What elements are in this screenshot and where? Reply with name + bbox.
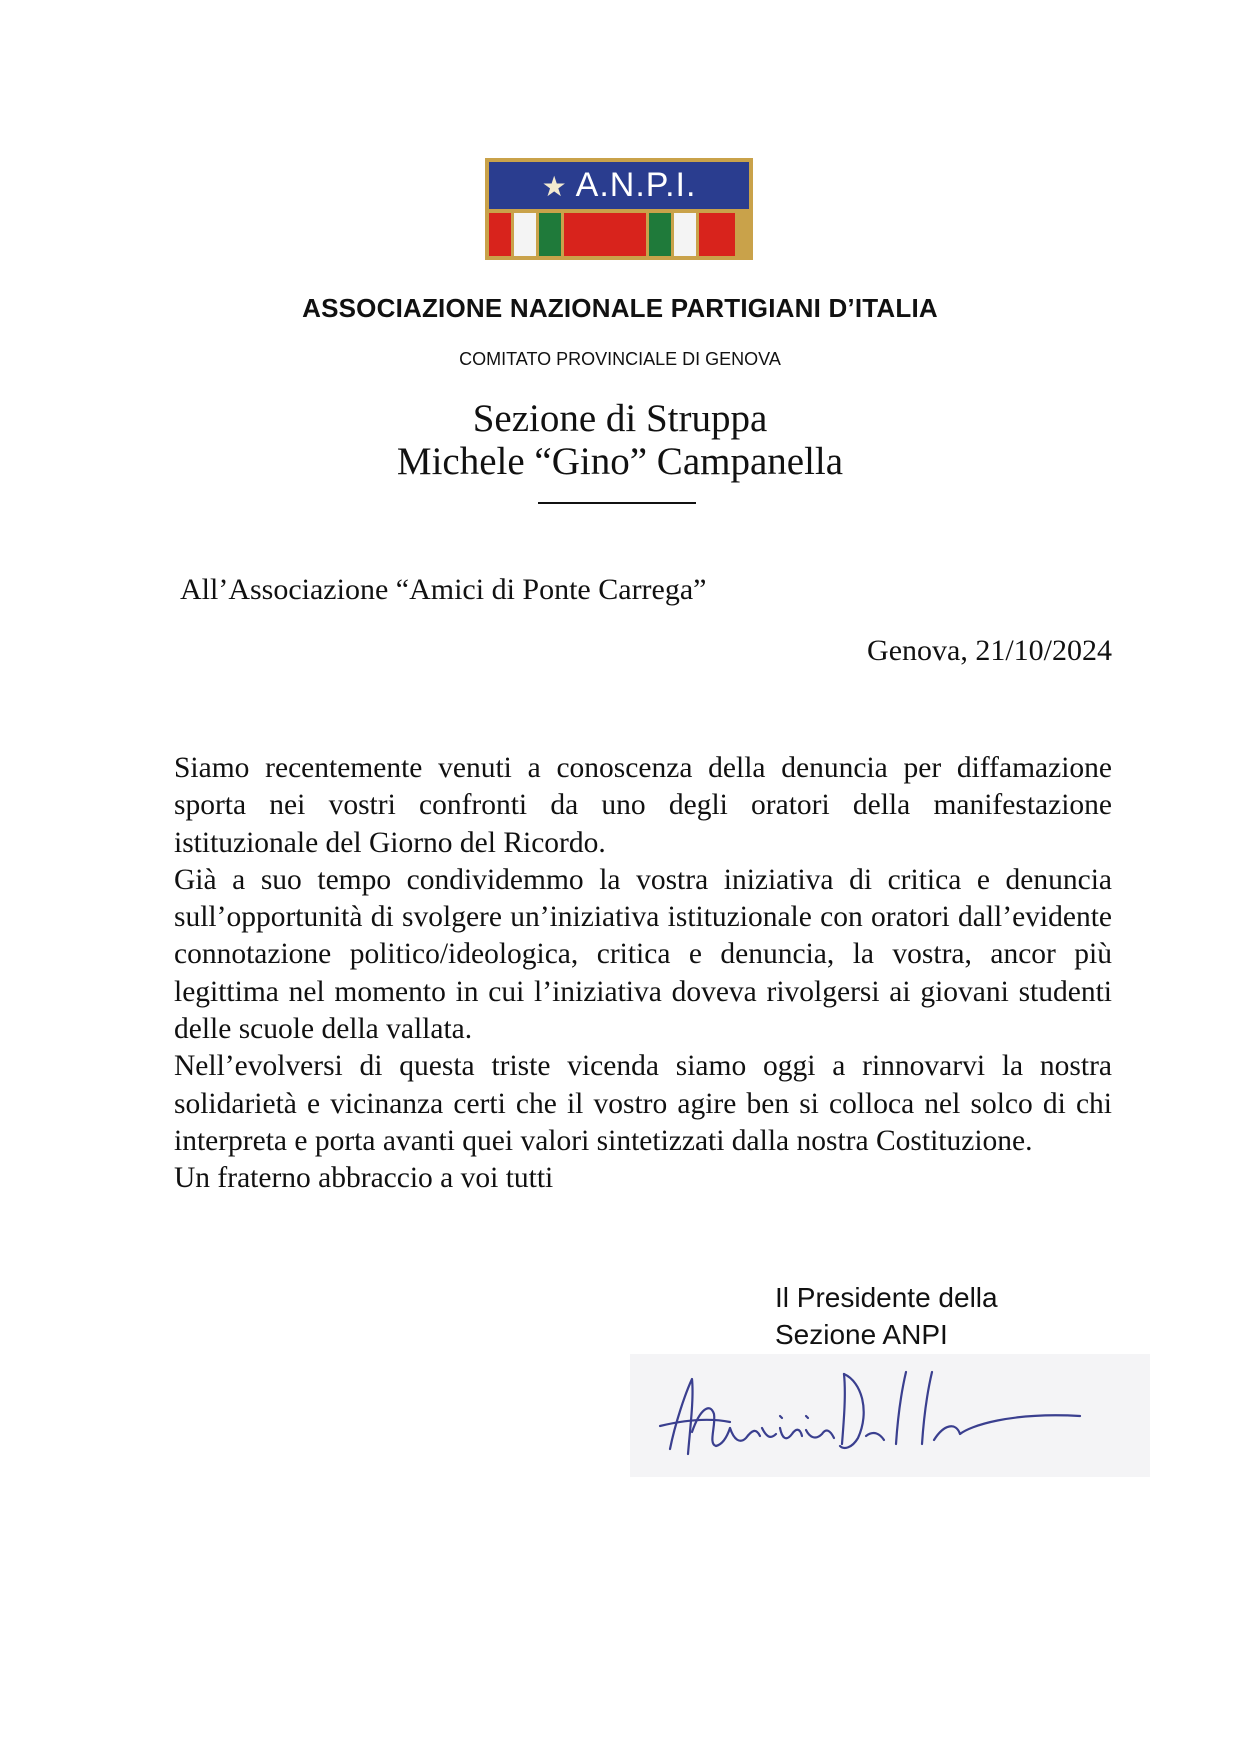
body-paragraph: Già a suo tempo condividemmo la vostra iniziativa di critica e denuncia sull’opportunità di svolgere un’iniziativa istituzionale con oratori dall’evidente connotazione politico/ideologica, critica e denuncia, la vostra, ancor più legittima nel momento in cui l’iniziativa doveva rivolgersi ai giovani studenti delle scuole della vallata. [174,863,1112,1046]
section-dedication: Michele “Gino” Campanella [396,440,844,483]
flag-stripe-red-center [564,213,646,256]
handwritten-signature [630,1354,1150,1477]
signature-icon [630,1354,1150,1477]
flag-stripe-green [539,213,561,256]
logo-banner [489,162,749,209]
body-paragraph: Nell’evolversi di questa triste vicenda siamo oggi a rinnovarvi la nostra solidarietà e vicinanza certi che il vostro agire ben si colloca nel solco di chi interpreta e porta avanti quei valori sintetizzati dalla nostra Costituzione. [174,1050,1112,1157]
signatory-organization: Sezione ANPI [775,1319,948,1350]
letter-body [174,750,1112,1198]
section-name: Sezione di Struppa [472,397,768,440]
signatory-title: Il Presidente della [775,1282,998,1313]
flag-stripe-white [514,213,536,256]
body-paragraph: Siamo recentemente venuti a conoscenza della denuncia per diffamazione sporta nei vostri confronti da uno degli oratori della manifestazione istituzionale del Giorno del Ricordo. [174,752,1112,859]
recipient: All’Associazione “Amici di Ponte Carrega” [180,573,707,606]
flag-stripe-green-right [649,213,671,256]
organization-name: ASSOCIAZIONE NAZIONALE PARTIGIANI D’ITALIA [302,293,938,323]
logo-text: A.N.P.I. [575,166,697,204]
header-divider [538,502,696,504]
anpi-logo [485,158,753,260]
flag-stripe-white-right [674,213,696,256]
logo-flag-stripes [489,213,749,256]
committee-name: COMITATO PROVINCIALE DI GENOVA [459,349,781,369]
letter-date: Genova, 21/10/2024 [867,634,1112,667]
closing-line: Un fraterno abbraccio a voi tutti [174,1162,554,1195]
flag-stripe-red [489,213,511,256]
star-icon: ★ [541,171,568,202]
flag-stripe-red-right [699,213,735,256]
